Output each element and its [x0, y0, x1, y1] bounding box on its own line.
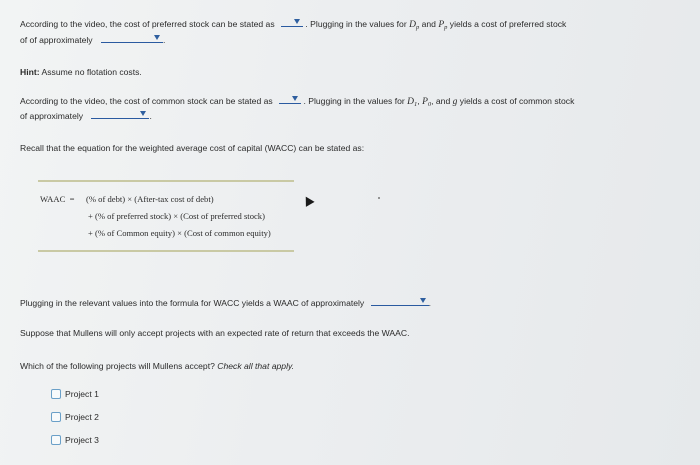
chevron-down-icon	[154, 35, 160, 40]
q2-text-b: . Plugging in the values for	[303, 96, 408, 106]
which-emph: Check all that apply.	[217, 361, 295, 371]
plug-line	[20, 295, 431, 308]
hint-label: Hint:	[20, 67, 40, 77]
stray-dot	[378, 197, 380, 199]
mouse-cursor-icon	[301, 194, 314, 207]
q1-text-a: According to the video, the cost of preferred stock can be stated as	[20, 19, 275, 29]
q2-text-c: yields a cost of common stock	[457, 96, 575, 106]
formula-top-rule	[38, 180, 294, 182]
preferred-cost-dropdown[interactable]	[101, 32, 166, 45]
project-3-label[interactable]: Project 3	[65, 435, 99, 445]
q1-text-b: . Plugging in the values for	[305, 19, 410, 29]
q2-comma1: ,	[417, 96, 423, 106]
q2-line2	[20, 108, 152, 121]
project-1-checkbox[interactable]	[51, 389, 61, 399]
formula-line2: + (% of preferred stock) × (Cost of preferred stock)	[88, 211, 265, 221]
q1-and: and	[419, 19, 439, 29]
plug-text: Plugging in the relevant values into the formula for WACC yields a WAAC of approximately	[20, 298, 365, 308]
q1-line2	[20, 32, 165, 45]
q1-dot: .	[163, 35, 166, 45]
project-2-checkbox[interactable]	[51, 412, 61, 422]
hint-text: Assume no flotation costs.	[39, 67, 142, 77]
formula-lhs	[40, 194, 74, 204]
var-pp: $P_p$	[438, 20, 448, 31]
var-d1: $D_1$	[407, 97, 418, 108]
chevron-down-icon	[140, 111, 146, 116]
project-3-checkbox[interactable]	[51, 435, 61, 445]
q2-comma2: , and	[431, 96, 453, 106]
formula-line1: (% of debt) × (After-tax cost of debt)	[86, 194, 214, 204]
recall-text: Recall that the equation for the weighted average cost of capital (WACC) can be stated as:	[20, 143, 365, 153]
suppose-text: Suppose that Mullens will only accept projects with an expected rate of return that exceeds the WAAC.	[20, 328, 410, 338]
formula-bottom-rule	[38, 250, 294, 252]
var-p0: $P_0$	[422, 97, 432, 108]
q2-dot: .	[149, 111, 152, 121]
common-cost-dropdown[interactable]	[91, 108, 152, 121]
project-2-label[interactable]: Project 2	[65, 412, 99, 422]
chevron-down-icon	[420, 298, 426, 303]
project-1-label[interactable]: Project 1	[65, 389, 99, 399]
which-line	[20, 361, 294, 371]
q2-text-d: of approximately	[20, 111, 84, 121]
hint	[20, 67, 142, 77]
q2-line1	[20, 93, 574, 108]
common-formula-dropdown[interactable]	[279, 93, 301, 104]
chevron-down-icon	[294, 19, 300, 24]
formula-line3: + (% of Common equity) × (Cost of common equity)	[88, 228, 271, 238]
q1-line1	[20, 16, 566, 31]
preferred-formula-dropdown[interactable]	[281, 16, 303, 27]
formula-wacc: WAAC	[40, 194, 66, 204]
q1-text-d: of of approximately	[20, 35, 93, 45]
q2-text-a: According to the video, the cost of common stock can be stated as	[20, 96, 273, 106]
var-dp: $D_p$	[409, 20, 420, 31]
wacc-dropdown[interactable]	[371, 295, 432, 308]
plug-dot: .	[428, 298, 432, 308]
q1-text-c: yields a cost of preferred stock	[447, 19, 567, 29]
which-text: Which of the following projects will Mullens accept?	[20, 361, 218, 371]
chevron-down-icon	[292, 96, 298, 101]
var-g: g	[452, 97, 458, 107]
formula-eq: =	[69, 194, 75, 204]
